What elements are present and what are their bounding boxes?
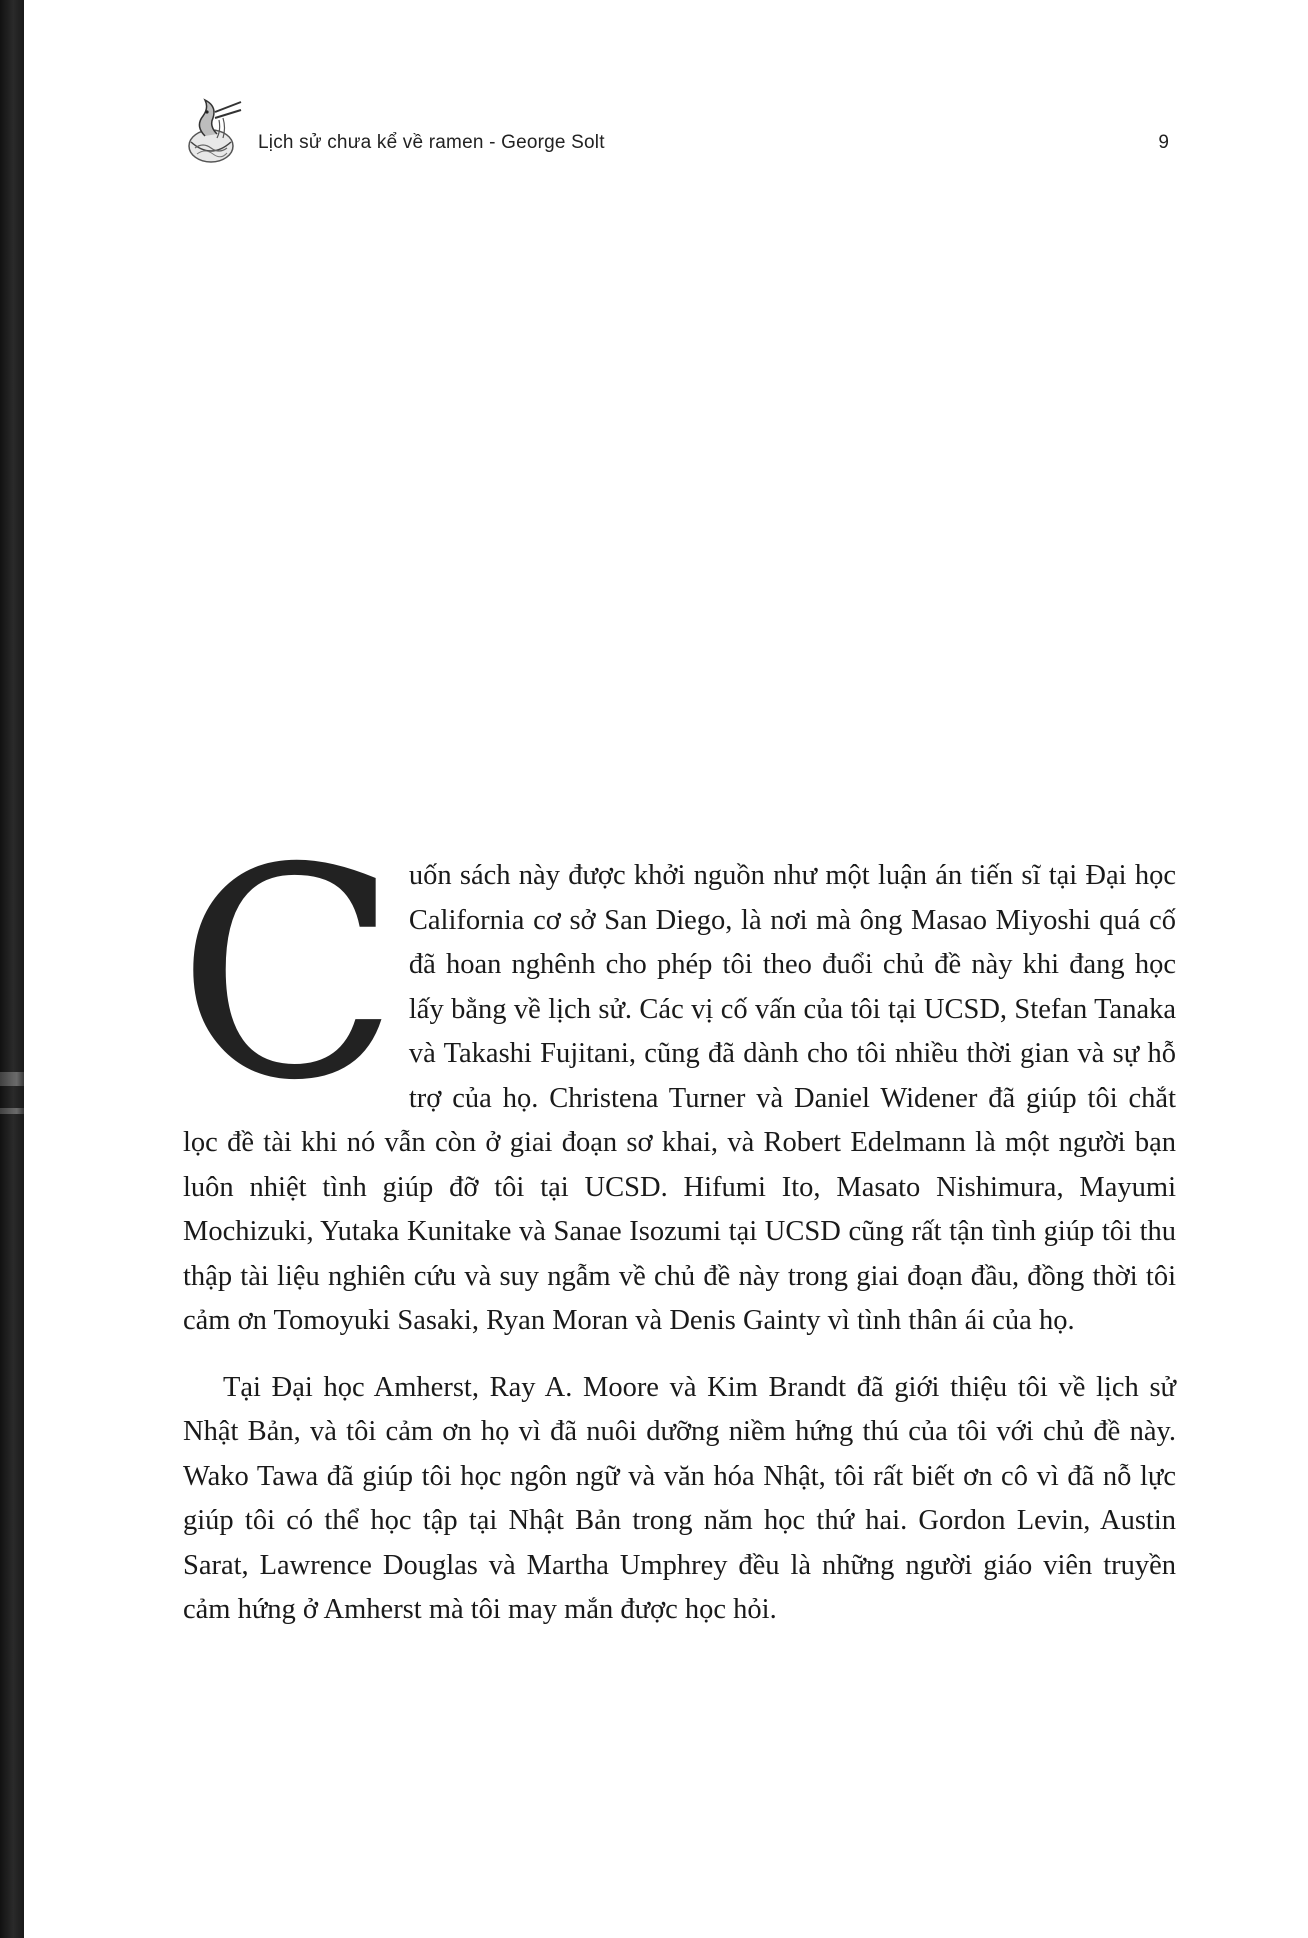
drop-cap: C	[177, 807, 399, 1144]
spine-glare	[0, 1108, 24, 1114]
ramen-bowl-logo-icon	[183, 96, 243, 168]
page-body	[177, 807, 1176, 1633]
page-number: 9	[1158, 132, 1169, 153]
paragraph-1	[177, 807, 1176, 1344]
page-header	[183, 96, 1183, 172]
paragraph-1-text: uốn sách này được khởi nguồn như một luận án tiến sĩ tại Đại học California cơ sở San Diego, là nơi mà ông Masao Miyoshi quá cố đã hoan nghênh cho phép tôi theo đuổi chủ đề này khi đang học lấy bằng về lịch sử. Các vị cố vấn của tôi tại UCSD, Stefan Tanaka và Takashi Fujitani, cũng đã dành cho tôi nhiều thời gian và sự hỗ trợ của họ. Christena Turner và Daniel Widener đã giúp tôi chắt lọc đề tài khi nó vẫn còn ở giai đoạn sơ khai, và Robert Edelmann là một người bạn luôn nhiệt tình giúp đỡ tôi tại UCSD. Hifumi Ito, Masato Nishimura, Mayumi Mochizuki, Yutaka Kunitake và Sanae Isozumi tại UCSD cũng rất tận tình giúp tôi thu thập tài liệu nghiên cứu và suy ngẫm về chủ đề này trong giai đoạn đầu, đồng thời tôi cảm ơn Tomoyuki Sasaki, Ryan Moran và Denis Gainty vì tình thân ái của họ.	[183, 860, 1176, 1336]
running-title: Lịch sử chưa kể về ramen - George Solt	[258, 132, 605, 153]
paragraph-2: Tại Đại học Amherst, Ray A. Moore và Kim Brandt đã giới thiệu tôi về lịch sử Nhật Bản, và tôi cảm ơn họ vì đã nuôi dưỡng niềm hứng thú của tôi với chủ đề này. Wako Tawa đã giúp tôi học ngôn ngữ và văn hóa Nhật, tôi rất biết ơn cô vì đã nỗ lực giúp tôi có thể học tập tại Nhật Bản trong năm học thứ hai. Gordon Levin, Austin Sarat, Lawrence Douglas và Martha Umphrey đều là những người giáo viên truyền cảm hứng ở Amherst mà tôi may mắn được học hỏi.	[183, 1371, 1176, 1625]
book-spine-shadow	[0, 0, 24, 1938]
spine-glare	[0, 1072, 24, 1086]
